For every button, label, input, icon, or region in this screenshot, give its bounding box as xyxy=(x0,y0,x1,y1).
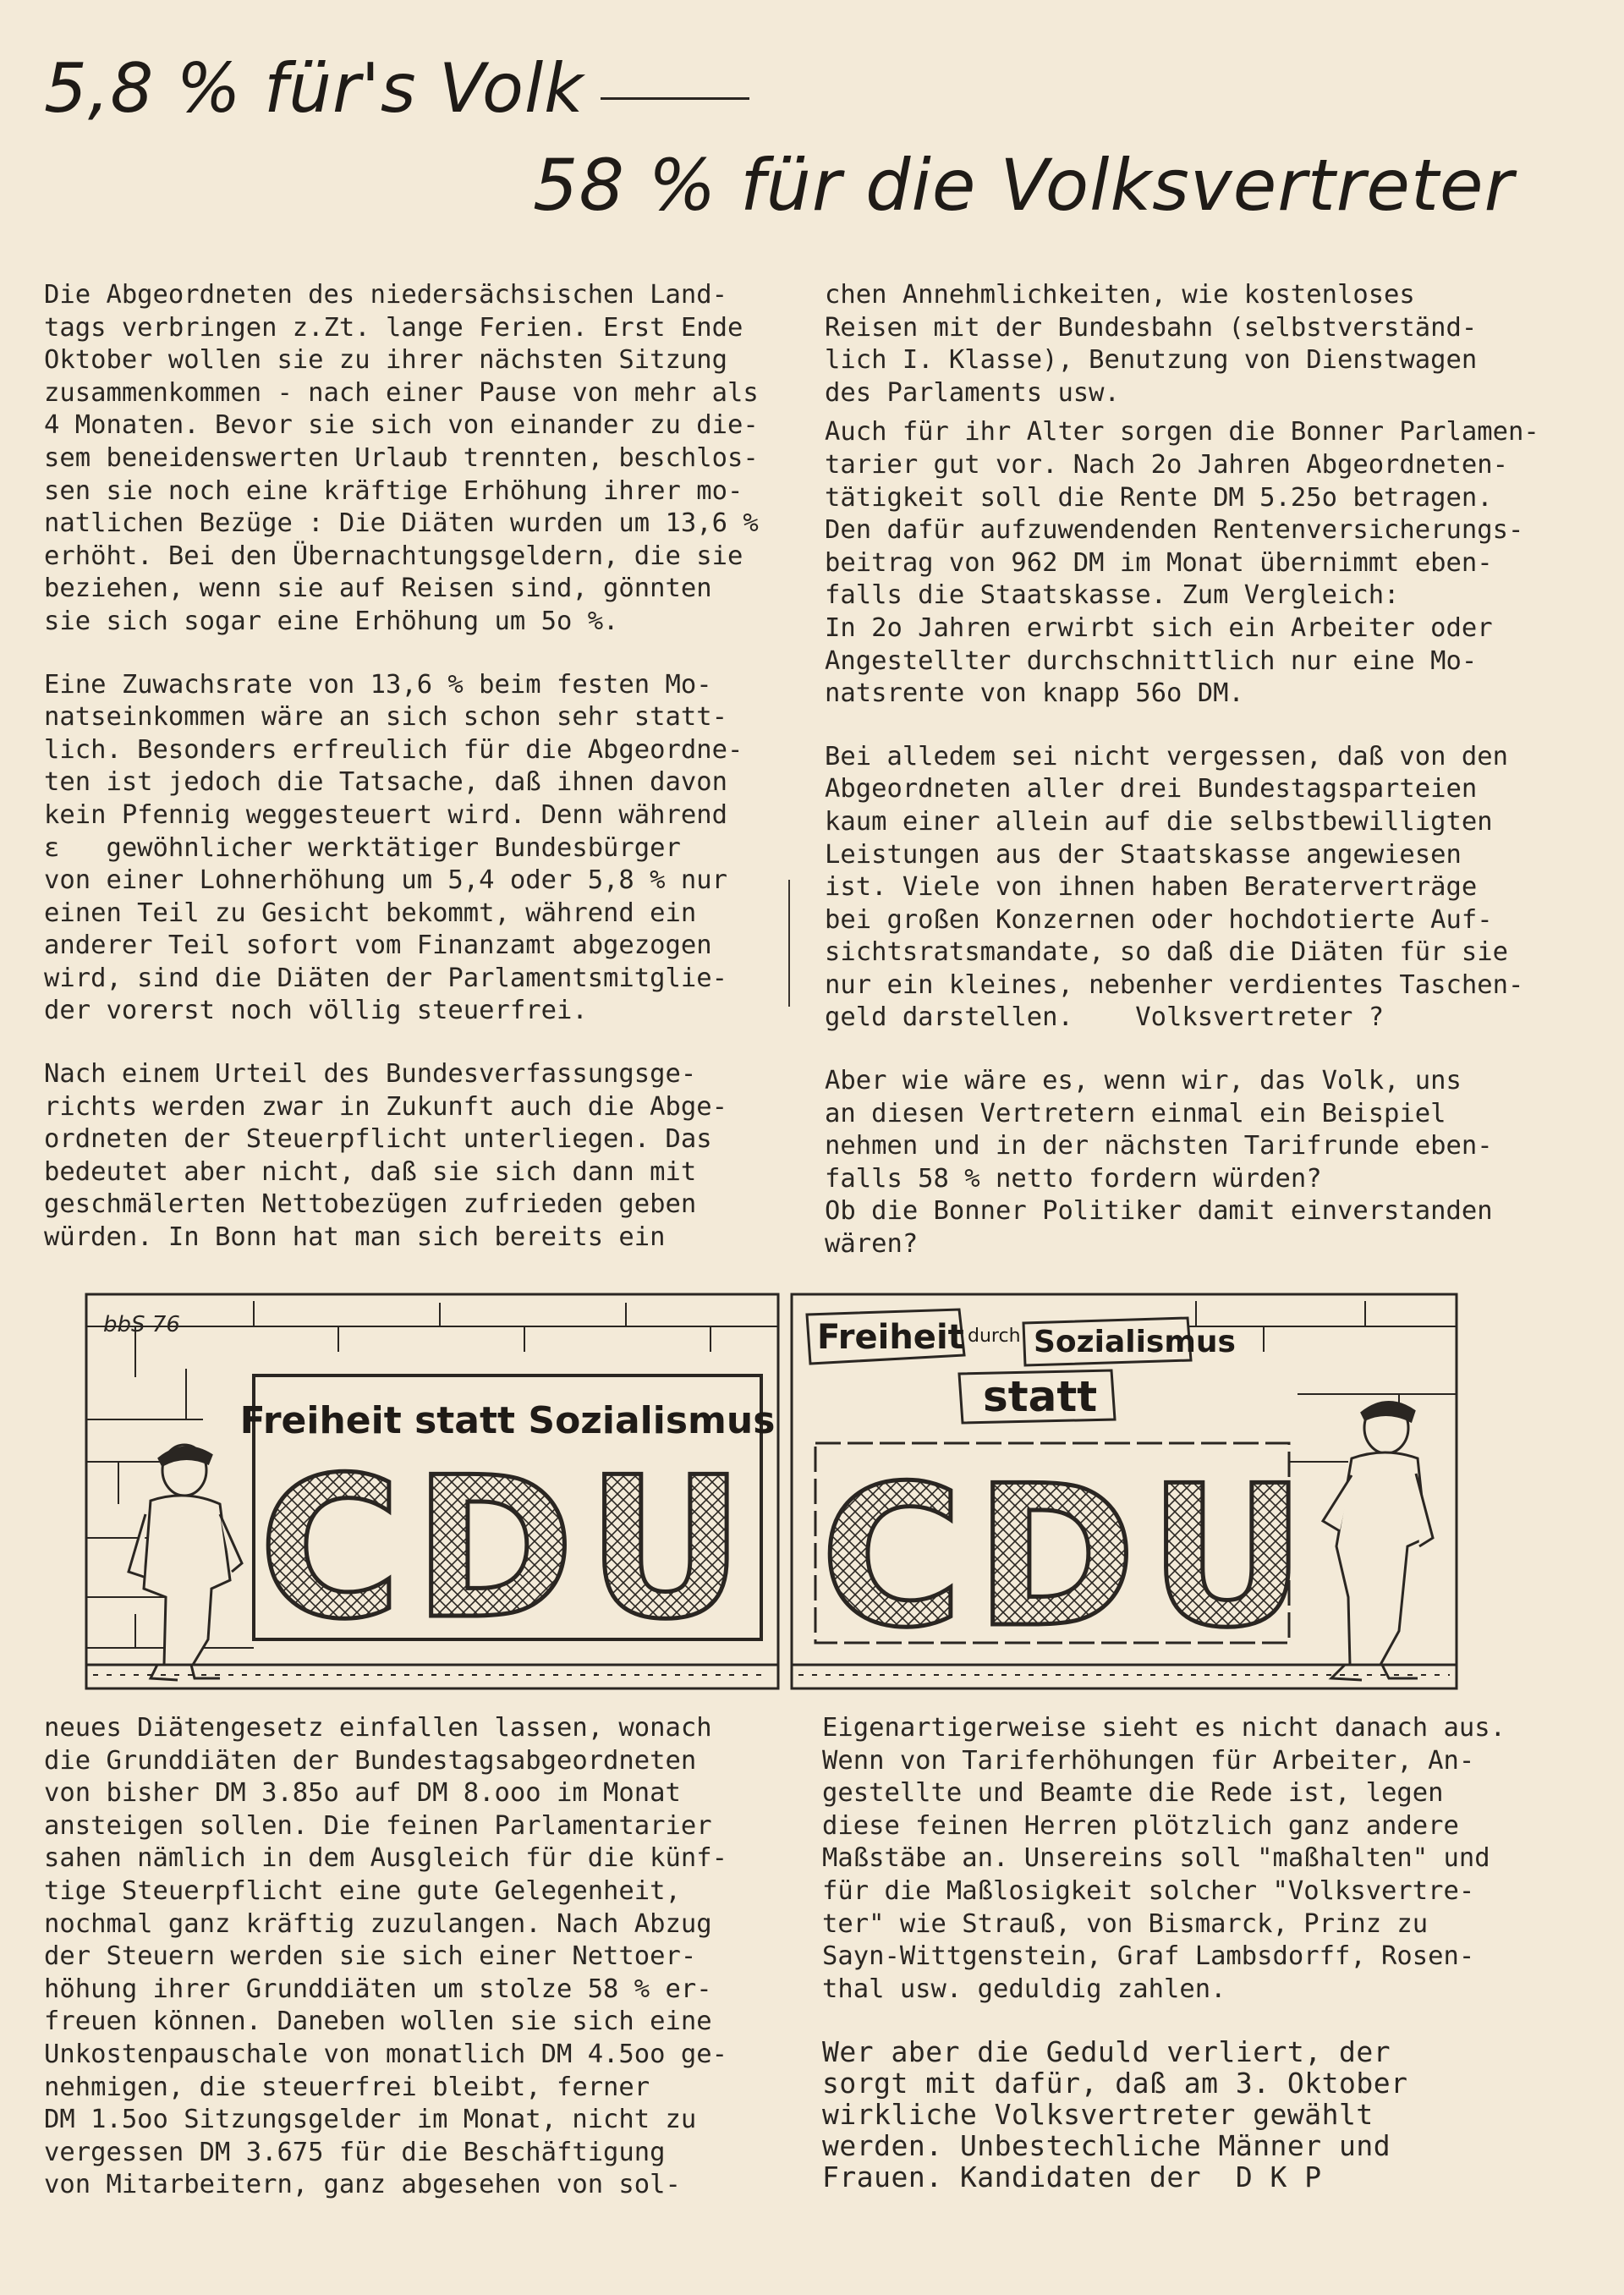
paragraph: Bei alledem sei nicht vergessen, daß von den Abgeordneten aller drei Bundestagsparteien kaum einer allein auf die selbstbewilligten Leistungen aus der Staatskasse angewiesen ist. Viele von ihnen haben Beraterverträge bei großen Konzernen oder hochdotierte Auf- sichtsratsmandate, so daß die Diäten für sie nur ein kleines, nebenher verdientes Taschen- geld darstellen. Volksvertreter ? xyxy=(825,741,1524,1033)
paragraph: Aber wie wäre es, wenn wir, das Volk, uns an diesen Vertretern einmal ein Beispiel nehmen und in der nächsten Tarifrunde eben- falls 58 % netto fordern würden? Ob die Bonner Politiker damit einverstanden wären? xyxy=(825,1066,1493,1260)
slogan-word-freiheit: Freiheit xyxy=(817,1318,964,1357)
slogan-word-durch: durch xyxy=(968,1326,1021,1347)
cartoon-right xyxy=(790,1293,1458,1690)
poster-letters xyxy=(259,1436,756,1662)
signature xyxy=(103,1312,180,1337)
margin-mark xyxy=(788,880,790,1007)
headline-line-2: 58 % für die Volksvertreter xyxy=(533,144,1515,227)
paragraph: Eine Zuwachsrate von 13,6 % beim festen Mo- natseinkommen wäre an sich schon sehr statt- lich. Besonders erfreulich für die Abgeordne- ten ist jedoch die Tatsache, daß ihnen davon kein Pfennig weggesteuert wird. Denn während ε gewöhnlicher werktätiger Bundesbürger von einer Lohnerhöhung um 5,4 oder 5,8 % nur einen Teil zu Gesicht bekommt, während ein anderer Teil sofort vom Finanzamt abgezogen wird, sind die Diäten der Parlamentsmitglie- der vorerst noch völlig steuerfrei. xyxy=(44,669,743,1026)
cartoon-left xyxy=(85,1293,780,1690)
paragraph: Eigenartigerweise sieht es nicht danach aus. Wenn von Tariferhöhungen für Arbeiter, An- gestellte und Beamte die Rede ist, legen diese feinen Herren plötzlich ganz andere Maßstäbe an. Unsereins soll "maßhalten" und für die Maßlosigkeit solcher "Volksvertre- ter" wie Strauß, von Bismarck, Prinz zu Sayn-Wittgenstein, Graf Lambsdorff, Rosen- thal usw. geduldig zahlen. xyxy=(822,1713,1506,2004)
svg-text:bbS 76: bbS 76 xyxy=(103,1312,180,1337)
slogan-word-statt: statt xyxy=(983,1372,1098,1421)
paragraph: Die Abgeordneten des niedersächsischen Land- tags verbringen z.Zt. lange Ferien. Erst Ende Oktober wollen sie zu ihrer nächsten Sitzung zusammenkommen - nach einer Pause von mehr als 4 Monaten. Bevor sie sich von einander zu die- sem beneidenswerten Urlaub trennten, beschlos- sen sie noch eine kräftige Erhöhung ihrer mo- natlichen Bezüge : Die Diäten wurden um 13,6 % erhöht. Bei den Übernachtungsgeldern, die sie beziehen, wenn sie auf Reisen sind, gönnten sie sich sogar eine Erhöhung um 5o %. xyxy=(44,280,759,636)
svg-text:CDU: CDU xyxy=(820,1445,1319,1671)
paragraph: chen Annehmlichkeiten, wie kostenloses Reisen mit der Bundesbahn (selbstverständ- lich I. Klasse), Benutzung von Dienstwagen des Parlaments usw. xyxy=(825,280,1478,408)
column-bottom-left xyxy=(44,1712,805,2232)
paragraph: Auch für ihr Alter sorgen die Bonner Parlamen- tarier gut vor. Nach 2o Jahren Abgeordneten- tätigkeit soll die Rente DM 5.25o betragen. Den dafür aufzuwendenden Rentenversicherungs- beitrag von 962 DM im Monat übernimmt eben- falls die Staatskasse. Zum Vergleich: In 2o Jahren erwirbt sich ein Arbeiter oder Angestellter durchschnittlich nur eine Mo- natsrente von knapp 56o DM. xyxy=(825,417,1539,709)
headline-line-1: 5,8 % für's Volk xyxy=(44,49,584,128)
svg-text:CDU: CDU xyxy=(258,1436,757,1662)
poster-slogan: Freiheit statt Sozialismus xyxy=(239,1399,776,1442)
closing-appeal: Wer aber die Geduld verliert, der sorgt mit dafür, daß am 3. Oktober wirkliche Volksvertreter gewählt werden. Unbestechliche Männer und Frauen. Kandidaten der D K P xyxy=(822,2035,1408,2194)
headline-dash xyxy=(601,97,749,100)
slogan-word-sozialismus: Sozialismus xyxy=(1034,1325,1236,1359)
column-bottom-right xyxy=(822,1712,1583,2223)
column-top-right xyxy=(825,279,1586,1292)
paragraph: Nach einem Urteil des Bundesverfassungsge- richts werden zwar in Zukunft auch die Abge- ordneten der Steuerpflicht unterliegen. Das bedeutet aber nicht, daß sie sich dann mit geschmälerten Nettobezügen zufrieden geben würden. In Bonn hat man sich bereits ein xyxy=(44,1059,727,1253)
paragraph: neues Diätengesetz einfallen lassen, wonach die Grunddiäten der Bundestagsabgeordneten von bisher DM 3.85o auf DM 8.ooo im Monat ansteigen sollen. Die feinen Parlamentarier sahen nämlich in dem Ausgleich für die künf- tige Steuerpflicht eine gute Gelegenheit, nochmal ganz kräftig zuzulangen. Nach Abzug der Steuern werden sie sich einer Nettoer- höhung ihrer Grunddiäten um stolze 58 % er- freuen können. Daneben wollen sie sich eine Unkostenpauschale von monatlich DM 4.5oo ge- nehmigen, die steuerfrei bleibt, ferner DM 1.5oo Sitzungsgelder im Monat, nicht zu vergessen DM 3.675 für die Beschäftigung von Mitarbeitern, ganz abgesehen von sol- xyxy=(44,1713,727,2200)
column-top-left xyxy=(44,279,805,1285)
poster-letters xyxy=(820,1445,1318,1671)
